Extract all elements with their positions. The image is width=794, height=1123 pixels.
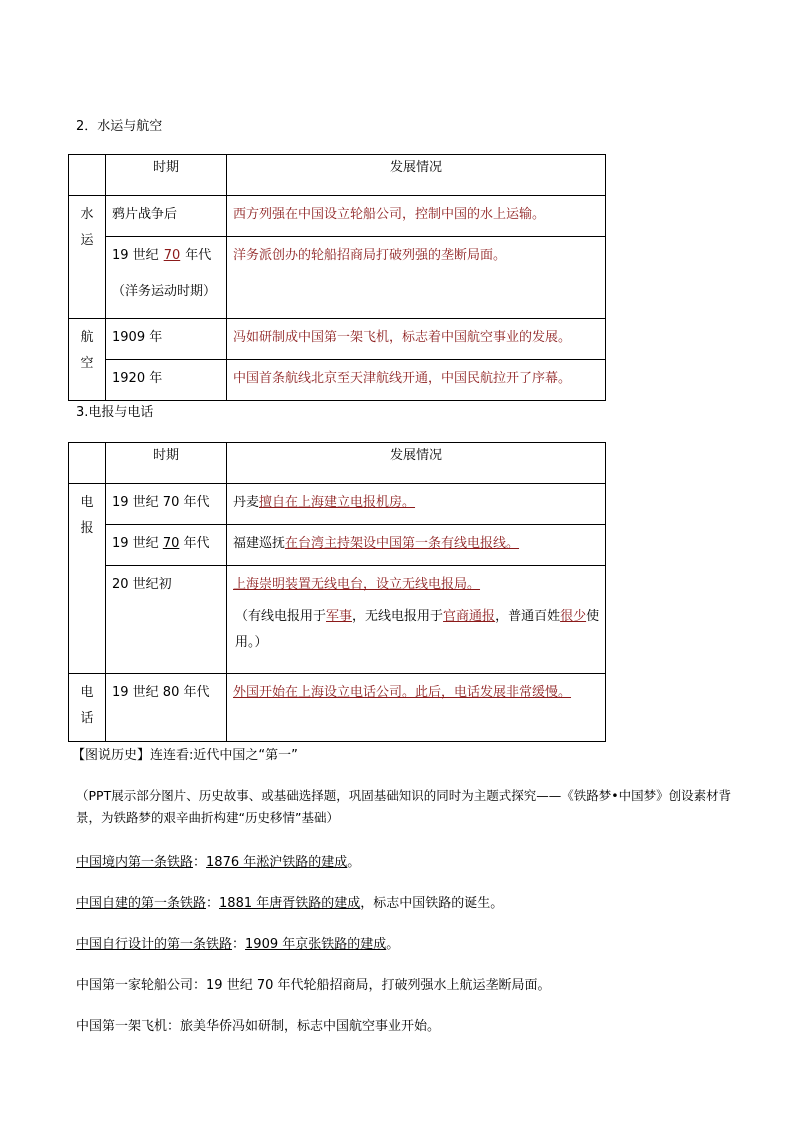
category-telegraph bbox=[69, 484, 106, 674]
category-char: 电 bbox=[80, 495, 94, 510]
header-empty-cell bbox=[69, 443, 106, 484]
table-row bbox=[69, 484, 606, 525]
section-2-heading: 2．水运与航空 bbox=[76, 119, 163, 134]
period-cell: 19 世纪 70 年代 bbox=[106, 484, 227, 525]
development-cell: 福建巡抚在台湾主持架设中国第一条有线电报线。 bbox=[227, 525, 606, 566]
table-row bbox=[69, 319, 606, 360]
table-row bbox=[69, 360, 606, 401]
period-cell: 1909 年 bbox=[106, 319, 227, 360]
category-water bbox=[69, 196, 106, 319]
development-cell: 丹麦擅自在上海建立电报机房。 bbox=[227, 484, 606, 525]
category-char: 报 bbox=[80, 521, 94, 536]
category-char: 运 bbox=[80, 233, 94, 248]
first-item-3: 中国自行设计的第一条铁路：1909 年京张铁路的建成。 bbox=[76, 937, 400, 952]
period-cell: 19 世纪 70 年代 bbox=[106, 525, 227, 566]
header-empty-cell bbox=[69, 155, 106, 196]
table-row bbox=[69, 525, 606, 566]
first-item-2: 中国自建的第一条铁路：1881 年唐胥铁路的建成，标志中国铁路的诞生。 bbox=[76, 896, 504, 911]
blank-answer: 70 bbox=[163, 248, 181, 263]
telegraph-telephone-table bbox=[68, 442, 606, 742]
category-char: 话 bbox=[80, 711, 94, 726]
category-char: 水 bbox=[80, 207, 94, 222]
section-3-heading: 3.电报与电话 bbox=[76, 405, 154, 420]
category-char: 电 bbox=[80, 685, 94, 700]
header-development: 发展情况 bbox=[227, 443, 606, 484]
table-header-row bbox=[69, 155, 606, 196]
development-cell: 中国首条航线北京至天津航线开通，中国民航拉开了序幕。 bbox=[227, 360, 606, 401]
development-cell: 冯如研制成中国第一架飞机，标志着中国航空事业的发展。 bbox=[227, 319, 606, 360]
development-cell: 洋务派创办的轮船招商局打破列强的垄断局面。 bbox=[227, 237, 606, 319]
illustrated-title: 【图说历史】连连看:近代中国之“第一” bbox=[72, 748, 298, 763]
illustrated-note: （PPT展示部分图片、历史故事、或基础选择题，巩固基础知识的同时为主题式探究——《铁路梦•中国梦》创设素材背景，为铁路梦的艰辛曲折构建“历史移情”基础） bbox=[76, 788, 732, 825]
header-period: 时期 bbox=[106, 443, 227, 484]
development-cell: 西方列强在中国设立轮船公司，控制中国的水上运输。 bbox=[227, 196, 606, 237]
development-cell: 上海崇明装置无线电台，设立无线电报局。 （有线电报用于军事，无线电报用于官商通报，普通百姓很少使用。） bbox=[227, 566, 606, 674]
period-cell: 19 世纪 70 年代 （洋务运动时期） bbox=[106, 237, 227, 319]
development-cell: 外国开始在上海设立电话公司。此后，电话发展非常缓慢。 bbox=[227, 674, 606, 742]
table-row bbox=[69, 566, 606, 674]
period-cell: 20 世纪初 bbox=[106, 566, 227, 674]
period-cell: 19 世纪 80 年代 bbox=[106, 674, 227, 742]
table-row bbox=[69, 674, 606, 742]
first-item-1: 中国境内第一条铁路：1876 年淞沪铁路的建成。 bbox=[76, 855, 361, 870]
first-item-5: 中国第一架飞机：旅美华侨冯如研制，标志中国航空事业开始。 bbox=[76, 1019, 441, 1034]
period-cell: 鸦片战争后 bbox=[106, 196, 227, 237]
table-row bbox=[69, 237, 606, 319]
telegraph-note: （有线电报用于军事，无线电报用于官商通报，普通百姓很少使用。） bbox=[235, 609, 600, 650]
category-char: 航 bbox=[80, 330, 94, 345]
table-header-row bbox=[69, 443, 606, 484]
header-period: 时期 bbox=[106, 155, 227, 196]
period-note: （洋务运动时期） bbox=[112, 284, 217, 299]
water-air-table bbox=[68, 154, 606, 401]
first-item-4: 中国第一家轮船公司：19 世纪 70 年代轮船招商局，打破列强水上航运垄断局面。 bbox=[76, 978, 551, 993]
header-development: 发展情况 bbox=[227, 155, 606, 196]
period-cell: 1920 年 bbox=[106, 360, 227, 401]
category-telephone bbox=[69, 674, 106, 742]
category-char: 空 bbox=[80, 356, 94, 371]
table-row bbox=[69, 196, 606, 237]
category-air bbox=[69, 319, 106, 401]
